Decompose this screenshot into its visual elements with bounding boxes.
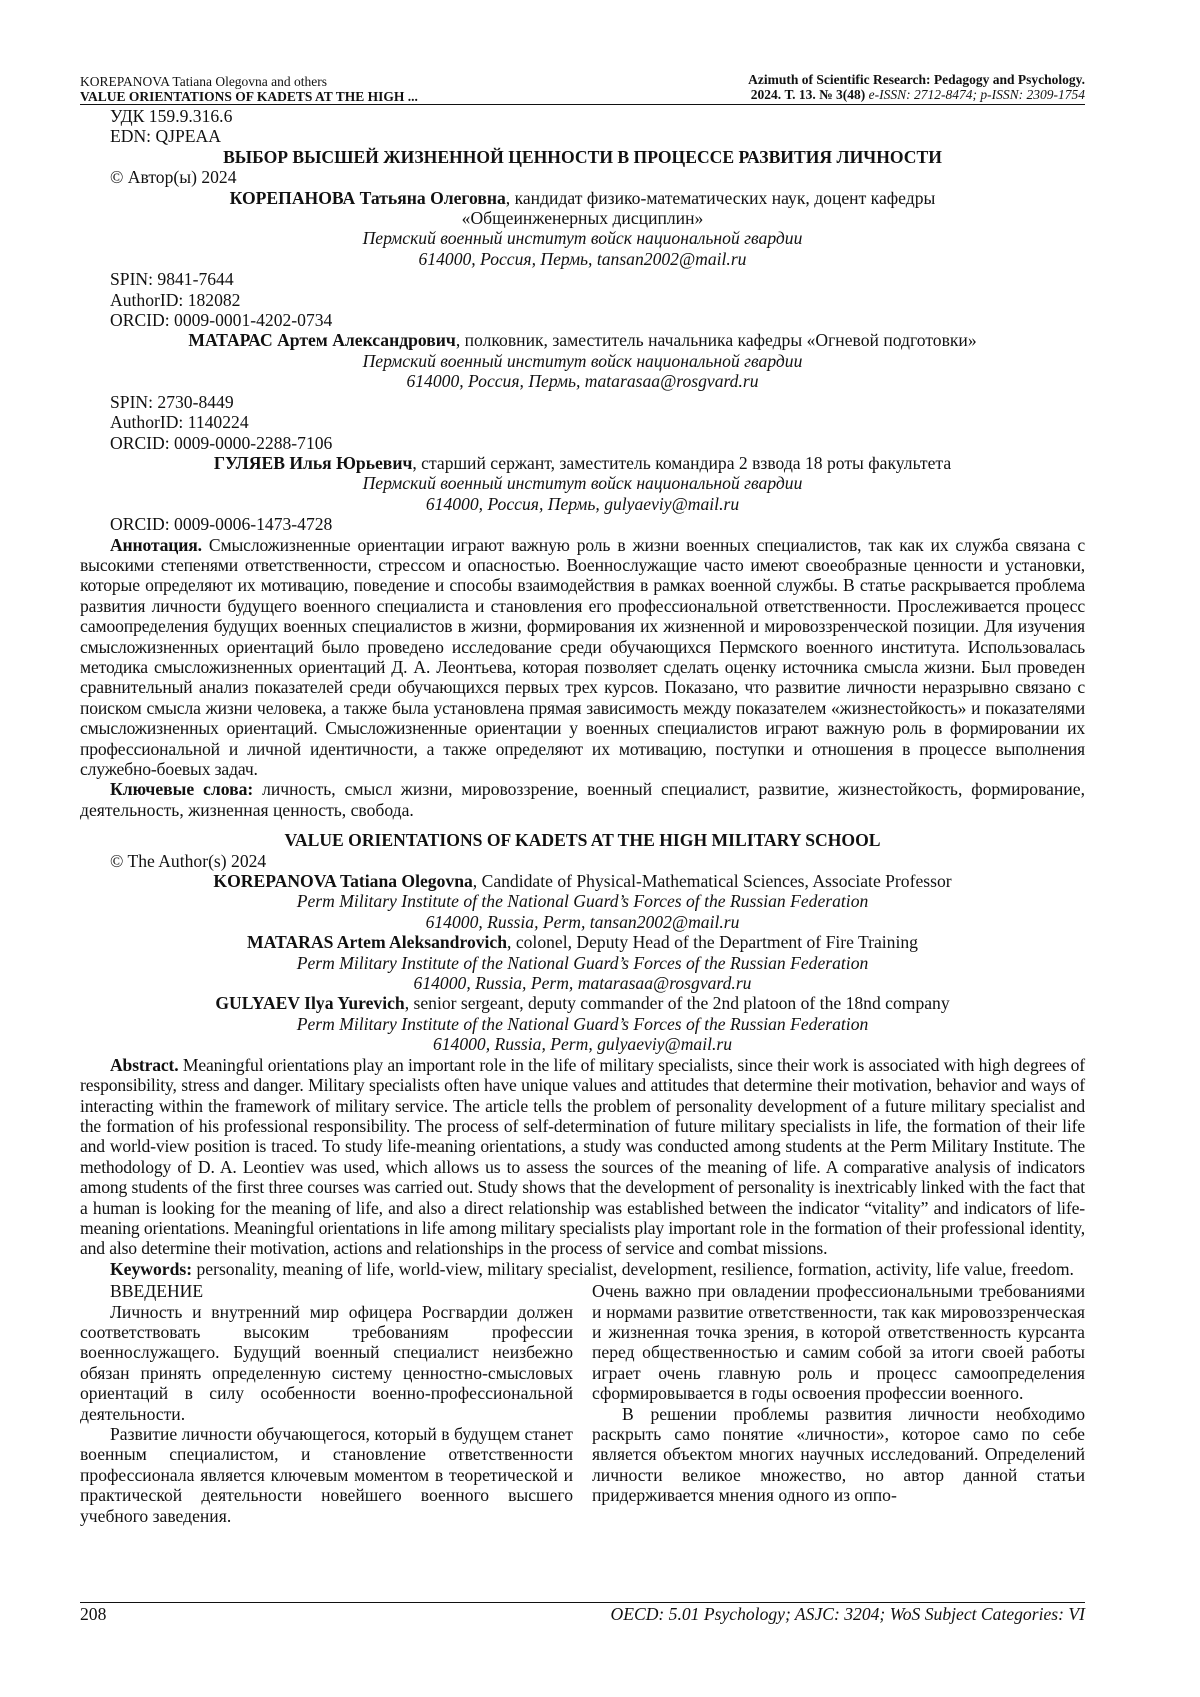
author-position: , Candidate of Physical-Mathematical Sciences, Associate Professor — [472, 871, 952, 892]
udk-code: УДК 159.9.316.6 — [110, 106, 233, 126]
en-author-3 — [80, 993, 1085, 1013]
author-address: 614000, Russia, Perm, tansan2002@mail.ru — [425, 911, 740, 932]
en-author-2 — [80, 932, 1085, 952]
header-authors: KOREPANOVA Tatiana Olegovna and others — [80, 74, 328, 89]
author-affiliation: Пермский военный институт войск национальной гвардии — [362, 350, 803, 371]
author-name: МАТАРАС Артем Александрович — [188, 330, 456, 351]
author-affiliation: Perm Military Institute of the National Guard’s Forces of the Russian Federation — [296, 952, 869, 973]
author-orcid: ORCID: 0009-0006-1473-4728 — [110, 514, 333, 535]
author-spin: SPIN: 2730-8449 — [110, 391, 234, 412]
author-address: 614000, Россия, Пермь, matarasaa@rosgvard.ru — [406, 371, 759, 392]
ru-article-title: ВЫБОР ВЫСШЕЙ ЖИЗНЕННОЙ ЦЕННОСТИ В ПРОЦЕССЕ РАЗВИТИЯ ЛИЧНОСТИ — [223, 146, 942, 167]
author-authorid: AuthorID: 182082 — [110, 289, 241, 310]
journal-name: Azimuth of Scientific Research: Pedagogy and Psychology. — [748, 72, 1085, 87]
author-affiliation: Perm Military Institute of the National Guard’s Forces of the Russian Federation — [296, 1013, 869, 1034]
author-name: KOREPANOVA Tatiana Olegovna — [213, 871, 473, 892]
author-position: , senior sergeant, deputy commander of the 2nd platoon of the 18nd company — [404, 993, 950, 1014]
keywords-label: Ключевые слова: — [110, 779, 254, 800]
en-author-1 — [80, 871, 1085, 891]
issue-number: 2024. Т. 13. № 3(48) — [750, 87, 866, 102]
section-heading: ВВЕДЕНИЕ — [110, 1281, 204, 1302]
author-position: , кандидат физико-математических наук, доцент кафедры — [505, 187, 936, 208]
issn: e-ISSN: 2712-8474; p-ISSN: 2309-1754 — [865, 87, 1085, 102]
author-spin: SPIN: 9841-7644 — [110, 269, 234, 290]
author-name: КОРЕПАНОВА Татьяна Олеговна — [229, 187, 506, 208]
author-orcid: ORCID: 0009-0001-4202-0734 — [110, 310, 333, 331]
author-affiliation: Perm Military Institute of the National Guard’s Forces of the Russian Federation — [296, 891, 869, 912]
keywords-text: личность, смысл жизни, мировоззрение, военный специалист, развитие, жизнестойкость, формирование, деятельность, жизненная ценность, свобода. — [80, 779, 1085, 820]
ru-author-3 — [80, 453, 1085, 473]
paragraph: В решении проблемы развития личности необходимо раскрыть само понятие «личности», которое само по себе является объектом многих научных исследований. Определений личности великое множество, но автор данной статьи придерживается мнения одного из оппо- — [592, 1403, 1085, 1506]
header-short-title: VALUE ORIENTATIONS OF KADETS AT THE HIGH ... — [80, 89, 418, 104]
subject-classification: OECD: 5.01 Psychology; ASJC: 3204; WoS Subject Categories: VI — [610, 1604, 1085, 1624]
author-name: GULYAEV Ilya Yurevich — [215, 993, 405, 1014]
paragraph: Развитие личности обучающегося, который в будущем станет военным специалистом, и становление ответственности профессионала является ключевым моментом в теоретической и практической деятельности новейшего военного высшего учебного заведения. — [80, 1424, 573, 1526]
en-keywords — [80, 1259, 1085, 1279]
author-name: MATARAS Artem Aleksandrovich — [247, 932, 508, 953]
author-position: , полковник, заместитель начальника кафедры «Огневой подготовки» — [455, 330, 977, 351]
abstract-text: Meaningful orientations play an important role in the life of military specialists, since their work is associated with high degrees of responsibility, stress and danger. Military specialists often have unique values and attitudes that determine their motivation, behavior and ways of interacting within the framework of military service. The article tells the problem of personality development of a future military specialist and the formation of his professional responsibility. The process of self-determination of future military specialists in life, the formation of their life and world-view position is traced. To study life-meaning orientations, a study was conducted among students at the Perm Military Institute. The methodology of D. A. Leontiev was used, which allows us to assess the sources of the meaning of life. A comparative analysis of indicators among students of the first three courses was carried out. Study shows that the development of personality is inextricably linked with the fact that a human is looking for the meaning of life, and also a direct relationship was established between the indicator “vitality” and indicators of life-meaning orientations. Meaningful orientations in life among military specialists play important role in the formation of their professional identity, and also determine their motivation, actions and relationships in the process of service and combat missions. — [80, 1054, 1085, 1259]
edn-code: EDN: QJPEAA — [110, 126, 221, 147]
author-affiliation: Пермский военный институт войск национальной гвардии — [362, 473, 803, 494]
author-address: 614000, Russia, Perm, gulyaeviy@mail.ru — [432, 1034, 733, 1055]
author-name: ГУЛЯЕВ Илья Юрьевич — [213, 452, 413, 473]
running-header-right — [748, 72, 1085, 102]
en-abstract — [80, 1055, 1085, 1259]
article-body — [80, 106, 1085, 1526]
paragraph: Очень важно при овладении профессиональными требованиями и нормами развитие ответственности, так как мировоззренческая и жизненная точка зрения, в которой ответственность курсанта перед общественностью и самим собой за итоги своей работы играет очень главную роль и процесс самоопределения сформировывается в годы освоения профессии военного. — [592, 1281, 1085, 1404]
right-column — [592, 1281, 1085, 1526]
paragraph: Личность и внутренний мир офицера Росгвардии должен соответствовать высоким требованиям профессии военнослужащего. Будущий военный специалист неизбежно обязан принять определенную систему ценностно-смысловых ориентаций в силу особенности военно-профессиональной деятельности. — [80, 1301, 573, 1424]
ru-keywords — [80, 779, 1085, 820]
en-copyright: © The Author(s) 2024 — [110, 850, 267, 871]
author-address: 614000, Russia, Perm, matarasaa@rosgvard.ru — [413, 973, 752, 994]
abstract-label: Abstract. — [110, 1054, 179, 1075]
ru-copyright: © Автор(ы) 2024 — [110, 167, 237, 188]
author-address: 614000, Россия, Пермь, tansan2002@mail.ru — [418, 248, 747, 269]
author-address: 614000, Россия, Пермь, gulyaeviy@mail.ru — [425, 493, 740, 514]
en-article-title: VALUE ORIENTATIONS OF KADETS AT THE HIGH MILITARY SCHOOL — [284, 830, 881, 851]
running-header-left — [80, 74, 418, 104]
page-number: 208 — [80, 1604, 107, 1624]
journal-issue — [748, 87, 1085, 102]
keywords-label: Keywords: — [110, 1258, 193, 1279]
keywords-text: personality, meaning of life, world-view, military specialist, development, resilience, formation, activity, life value, freedom. — [192, 1258, 1074, 1279]
abstract-text: Смысложизненные ориентации играют важную роль в жизни военных специалистов, так как их служба связана с высокими степенями ответственности, стрессом и опасностью. Военнослужащие часто имеют своеобразные ценности и установки, которые определяют их мотивацию, поведение и способы взаимодействия в рамках военной службы. В статье раскрывается проблема развития личности будущего военного специалиста и становления его профессиональной ответственности. Прослеживается процесс самоопределения будущих военных специалистов в жизни, формирования их жизненной и мировоззренческой позиции. Для изучения смысложизненных ориентаций было проведено исследование среди обучающихся Пермского военного института. Использовалась методика смысложизненных ориентаций Д. А. Леонтьева, которая позволяет сделать оценку источника смысла жизни. Был проведен сравнительный анализ показателей среди обучающихся первых трех курсов. Показано, что развитие личности неразрывно связано с поиском смысла жизни человека, а также была установлена прямая зависимость между показателем «жизнестойкость» и показателями смысложизненных ориентаций. Смысложизненные ориентации у военных специалистов играют важную роль в формировании их профессиональной и личной идентичности, а также определяют их мотивацию, поступки и отношения в процессе выполнения служебно-боевых задач. — [80, 534, 1085, 779]
ru-author-2 — [80, 330, 1085, 350]
header-divider — [80, 104, 1085, 105]
author-affiliation: Пермский военный институт войск национальной гвардии — [362, 228, 803, 249]
author-position: , старший сержант, заместитель командира 2 взвода 18 роты факультета — [412, 452, 952, 473]
ru-author-1 — [80, 188, 1085, 208]
ru-abstract — [80, 535, 1085, 780]
abstract-label: Аннотация. — [110, 534, 202, 555]
footer-divider — [80, 1602, 1085, 1603]
author-position: , colonel, Deputy Head of the Department of Fire Training — [507, 932, 918, 953]
introduction-columns — [80, 1281, 1085, 1526]
author-department: «Общеинженерных дисциплин» — [461, 208, 704, 229]
left-column — [80, 1281, 573, 1526]
author-authorid: AuthorID: 1140224 — [110, 412, 249, 433]
author-orcid: ORCID: 0009-0000-2288-7106 — [110, 432, 333, 453]
